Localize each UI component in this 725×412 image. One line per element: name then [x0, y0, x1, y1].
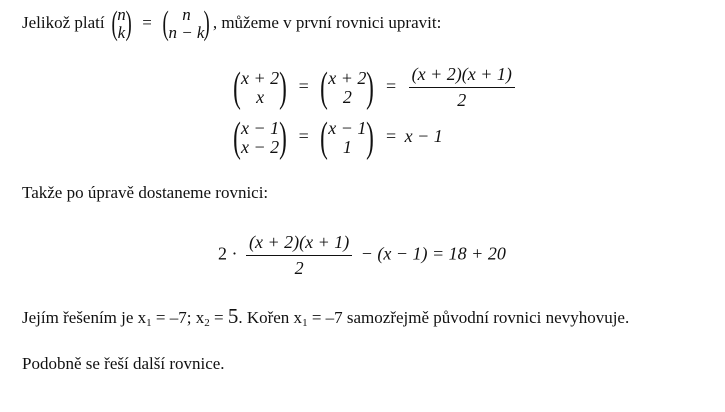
intro-suffix: , můžeme v první rovnici upravit: — [212, 12, 442, 32]
equation-3 — [218, 232, 506, 279]
solution-line — [22, 304, 629, 329]
solution-part-4: . Kořen x — [238, 308, 303, 327]
solution-sub-2: 2 — [204, 317, 210, 329]
eq2-lhs-binom: ( x − 1 x − 2 ) — [233, 115, 287, 161]
eq3-fraction: $\frac{(x + 2)(x + 1)}{2}$ — [246, 232, 352, 279]
solution-part-1: Jejím řešením je x — [22, 308, 147, 327]
last-line: Podobně se řeší další rovnice. — [22, 354, 225, 373]
eq1-lhs-binom: ( x + 2 x ) — [233, 64, 287, 111]
eq2-result: x − 1 — [404, 126, 443, 147]
equation-1: ( x + 2 x ) = ( x + 2 2 ) = $\frac{(x + 2)(x + 1)}{2}$ — [230, 64, 519, 111]
solution-sub-1: 1 — [146, 317, 152, 329]
eq3-rest: − (x − 1) = 18 + 20 — [360, 243, 506, 264]
eq3-coef: 2 · — [218, 243, 238, 264]
intro-line: Jelikož platí ( n k ) = ( n n − k ) , můžeme v první rovnici upravit: — [22, 4, 442, 42]
solution-sub-3: 1 — [302, 317, 308, 329]
solution-part-2: = –7; x — [151, 308, 205, 327]
eq1-mid-binom: ( x + 2 2 ) — [320, 64, 375, 111]
solution-part-5: = –7 samozřejmě původní rovnici nevyhovuje. — [307, 308, 630, 327]
eq2-mid-binom: ( x − 1 1 ) — [320, 115, 375, 161]
binom-n-n-minus-k: ( n n − k ) — [162, 4, 211, 42]
equation-2: ( x − 1 x − 2 ) = ( x − 1 1 ) = x − 1 — [230, 117, 443, 159]
binom-n-k: ( n k ) — [111, 4, 132, 42]
solution-part-3: = — [209, 308, 228, 327]
intro-prefix: Jelikož platí — [22, 12, 105, 32]
solution-five: 5 — [227, 304, 239, 328]
after-text: Takže po úpravě dostaneme rovnici: — [22, 183, 269, 202]
eq1-fraction: $\frac{(x + 2)(x + 1)}{2}$ — [409, 64, 515, 111]
